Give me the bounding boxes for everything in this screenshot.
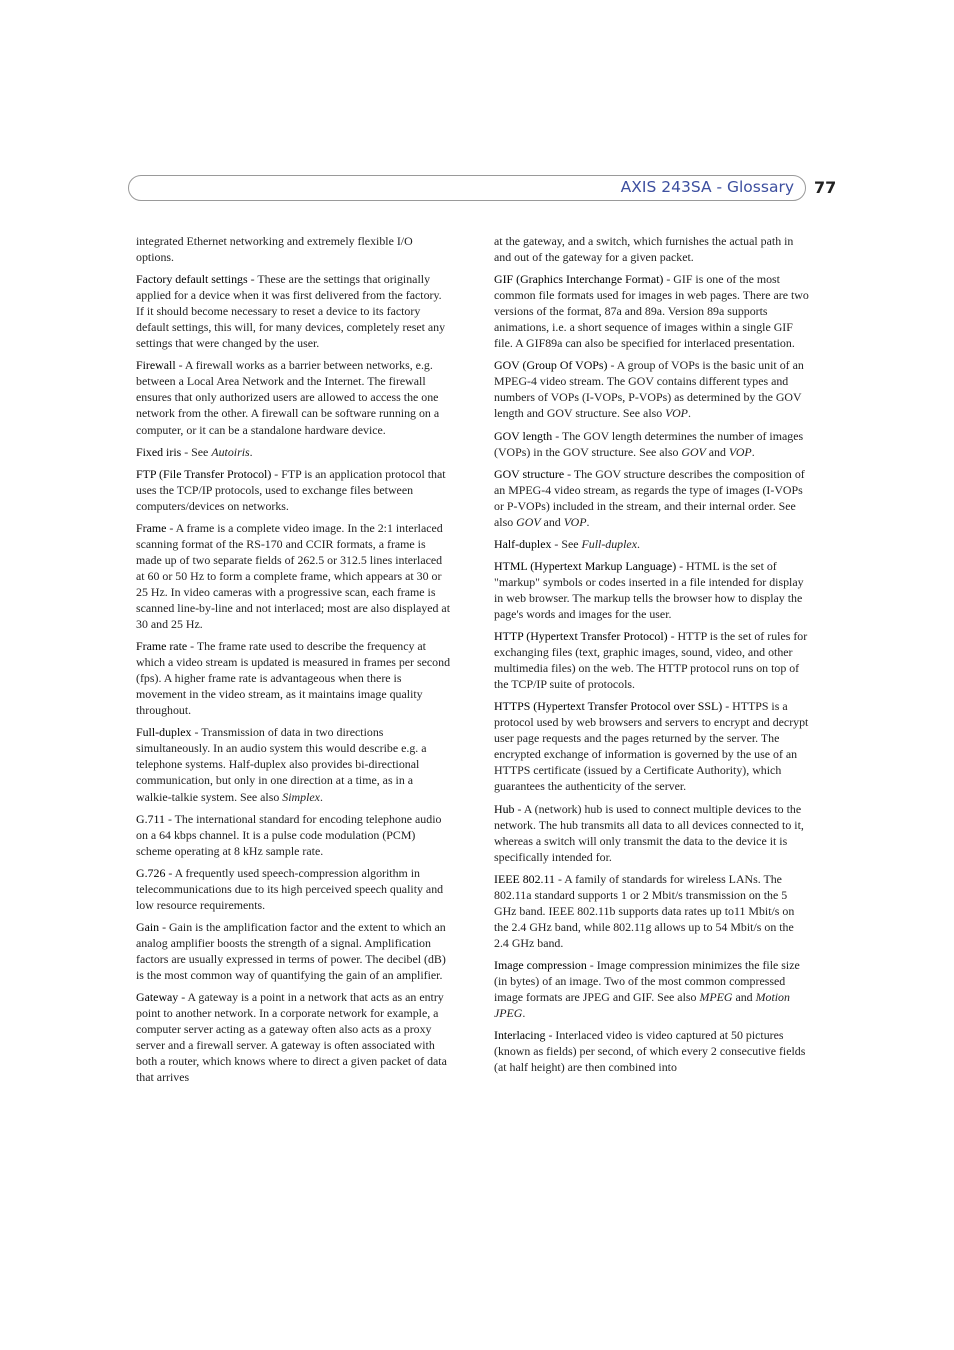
glossary-term: Frame — [136, 520, 167, 535]
glossary-term: Firewall — [136, 358, 176, 373]
cross-reference: VOP — [665, 406, 688, 421]
glossary-entry — [494, 698, 809, 794]
glossary-entry — [136, 357, 450, 437]
glossary-entry — [136, 520, 450, 632]
glossary-entry — [136, 638, 450, 718]
glossary-term: Image compression — [494, 957, 587, 972]
glossary-definition-tail: . — [636, 536, 640, 551]
glossary-definition: - A frequently used speech-compression algorithm in telecommunications due to its high perceived speech quality and low resource requirements. — [136, 865, 444, 912]
glossary-term: G.711 — [136, 811, 165, 826]
page-title: AXIS 243SA - Glossary — [620, 178, 794, 196]
glossary-definition-tail: . — [751, 444, 755, 459]
glossary-entry — [136, 444, 450, 460]
glossary-term: Fixed iris — [136, 444, 182, 459]
glossary-definition: - The GOV structure describes the composition of an MPEG-4 video stream, as regards the type of images (I-VOPs or P-VOPs) included in the stream, and their internal order. See also — [494, 466, 805, 529]
glossary-definition: - GIF is one of the most common file formats used for images in web pages. There are two versions of the format, 87a and 89a. Version 89a supports animations, i.e. a short sequence of images within a single GIF file. A GIF89a can also be specified for interlaced presentation. — [494, 272, 809, 351]
glossary-term: GOV (Group Of VOPs) — [494, 358, 608, 373]
glossary-term: GOV structure — [494, 466, 565, 481]
glossary-term: GIF (Graphics Interchange Format) — [494, 272, 664, 287]
glossary-term: Half-duplex — [494, 536, 552, 551]
glossary-definition: - See — [181, 444, 212, 459]
glossary-term: Full-duplex — [136, 725, 192, 740]
glossary-entry — [494, 628, 809, 692]
glossary-definition: - See — [551, 536, 582, 551]
glossary-entry — [136, 989, 450, 1085]
glossary-definition-tail: and — [732, 990, 756, 1005]
glossary-definition: - HTML is the set of "markup" symbols or codes inserted in a file intended for display in web browser. The markup tells the browser how to display the page's words and images for the user. — [494, 558, 804, 621]
glossary-definition: - The GOV length determines the number of images (VOPs) in the GOV structure. See also — [494, 428, 804, 459]
glossary-term: FTP (File Transfer Protocol) — [136, 466, 272, 481]
glossary-definition: - A firewall works as a barrier between networks, e.g. between a Local Area Network and the Internet. The firewall ensures that only authorized users are allowed to access the one network from the other. A firewall can be software running on a computer, or it can be a standalone hardware device. — [136, 358, 440, 437]
glossary-entry — [136, 865, 450, 913]
glossary-term: Interlacing — [494, 1028, 546, 1043]
glossary-term: HTTPS (Hypertext Transfer Protocol over SSL) — [494, 699, 723, 714]
glossary-definition-tail: . — [522, 1006, 526, 1021]
glossary-definition: - Interlaced video is video captured at 50 pictures (known as fields) per second, of which every 2 consecutive fields (at half height) are then combined into — [494, 1028, 806, 1075]
glossary-entry — [494, 233, 809, 265]
cross-reference: Autoiris — [211, 444, 250, 459]
glossary-definition: - A group of VOPs is the basic unit of an MPEG-4 video stream. The GOV contains different types and numbers of VOPs (I-VOPs, P-VOPs) as determined by the GOV length and GOV structure. See also — [494, 358, 804, 421]
glossary-term: Gain — [136, 919, 160, 934]
glossary-definition: - A gateway is a point in a network that acts as an entry point to another network. In a corporate network for example, a computer server acting as a gateway often also acts as a proxy server and a firewall server. A gateway is often associated with both a router, which knows where to direct a given packet of data that arrives — [136, 990, 447, 1085]
glossary-entry — [494, 801, 809, 865]
glossary-term: GOV length — [494, 428, 553, 443]
glossary-definition: - Transmission of data in two directions simultaneously. In an audio system this would describe e.g. a telephone systems. Half-duplex also provides bi-directional communication, but only in one direction at a time, as in a walkie-talkie system. See also — [136, 725, 427, 804]
cross-reference: VOP — [563, 514, 587, 529]
glossary-entry — [136, 919, 450, 983]
glossary-entry — [136, 233, 450, 265]
glossary-entry — [494, 357, 809, 421]
glossary-entry — [494, 558, 809, 622]
glossary-definition: at the gateway, and a switch, which furnishes the actual path in and out of the gateway for a given packet. — [494, 234, 794, 265]
glossary-entry — [494, 536, 809, 552]
glossary-definition: - HTTPS is a protocol used by web browsers and servers to encrypt and decrypt user page requests and the pages returned by the server. The encrypted exchange of information is governed by the use of an HTTPS certificate (issued by a Certificate Authority), which guarantees the authenticity of the server. — [494, 699, 809, 794]
glossary-entry — [494, 1027, 809, 1075]
glossary-term: G.726 — [136, 865, 166, 880]
glossary-definition-tail: and — [540, 514, 564, 529]
glossary-definition: - HTTP is the set of rules for exchanging files (text, graphic images, sound, video, and other multimedia files) on the web. The HTTP protocol runs on top of the TCP/IP suite of protocols. — [494, 629, 808, 692]
glossary-definition: integrated Ethernet networking and extremely flexible I/O options. — [136, 234, 413, 265]
glossary-definition-tail: . — [249, 444, 253, 459]
glossary-term: Gateway — [136, 990, 179, 1005]
glossary-definition: - Gain is the amplification factor and the extent to which an analog amplifier boosts the strength of a signal. Amplification factors are usually expressed in terms of power. The decibel (dB) is the most common way of quantifying the gain of an amplifier. — [136, 919, 446, 982]
cross-reference: Motion JPEG — [494, 990, 790, 1021]
glossary-definition-tail: . — [586, 514, 590, 529]
glossary-term: IEEE 802.11 — [494, 871, 555, 886]
glossary-definition: - Image compression minimizes the file size (in bytes) of an image. Two of the most common compressed image formats are JPEG and GIF. See also — [494, 957, 800, 1005]
glossary-term: Frame rate — [136, 639, 188, 654]
cross-reference: MPEG — [699, 990, 733, 1005]
glossary-definition: - A family of standards for wireless LANs. The 802.11a standard supports 1 or 2 Mbit/s transmission on the 5 GHz band. IEEE 802.11b supports data rates up to11 Mbit/s on the 2.4 GHz band, while 802.11g allows up to 54 Mbit/s on the 2.4 GHz band. — [494, 871, 795, 950]
glossary-definition: - FTP is an application protocol that uses the TCP/IP protocols, used to exchange files between computers/devices on networks. — [136, 466, 446, 513]
glossary-entry — [494, 871, 809, 951]
glossary-definition: - A frame is a complete video image. In the 2:1 interlaced scanning format of the RS-170 and CCIR formats, a frame is made up of two separate fields of 262.5 or 312.5 lines interlaced at 60 or 50 Hz to form a complete frame, which appears at 30 or 25 Hz. In video cameras with a progressive scan, each frame is scanned line-by-line and not interlaced; most are also displayed at 30 and 25 Hz. — [136, 520, 451, 632]
glossary-term: Hub — [494, 801, 515, 816]
page-number: 77 — [814, 178, 837, 197]
glossary-entry — [494, 957, 809, 1021]
glossary-definition-tail: and — [705, 444, 729, 459]
glossary-entry — [494, 466, 809, 530]
cross-reference: VOP — [728, 444, 752, 459]
left-column — [136, 233, 450, 1091]
glossary-entry — [136, 271, 450, 351]
glossary-entry — [136, 724, 450, 804]
glossary-term: HTML (Hypertext Markup Language) — [494, 558, 677, 573]
glossary-term: Factory default settings — [136, 272, 248, 287]
glossary-entry — [136, 811, 450, 859]
glossary-entry — [136, 466, 450, 514]
glossary-definition: - The frame rate used to describe the frequency at which a video stream is updated is measured in frames per second (fps). A higher frame rate is advantageous when there is movement in the video stream, as it maintains image quality throughout. — [136, 639, 451, 718]
glossary-definition: - A (network) hub is used to connect multiple devices to the network. The hub transmits all data to all devices connected to it, whereas a switch will only transmit the data to the device it is specifically intended for. — [494, 801, 804, 864]
glossary-definition: - The international standard for encoding telephone audio on a 64 kbps channel. It is a pulse code modulation (PCM) scheme operating at 8 kHz sample rate. — [136, 811, 442, 858]
cross-reference: GOV — [516, 514, 541, 529]
cross-reference: GOV — [681, 444, 706, 459]
glossary-term: HTTP (Hypertext Transfer Protocol) — [494, 629, 668, 644]
cross-reference: Simplex — [282, 789, 320, 804]
glossary-entry — [494, 271, 809, 351]
glossary-entry — [494, 428, 809, 460]
glossary-definition-tail: . — [319, 789, 323, 804]
glossary-definition-tail: . — [687, 406, 691, 421]
glossary-definition: - These are the settings that originally applied for a device when it was first delivered from the factory. If it should become necessary to reset a device to its factory default settings, this will, for many devices, completely reset any settings that were changed by the user. — [136, 272, 446, 351]
cross-reference: Full-duplex — [581, 536, 637, 551]
right-column — [494, 233, 809, 1081]
